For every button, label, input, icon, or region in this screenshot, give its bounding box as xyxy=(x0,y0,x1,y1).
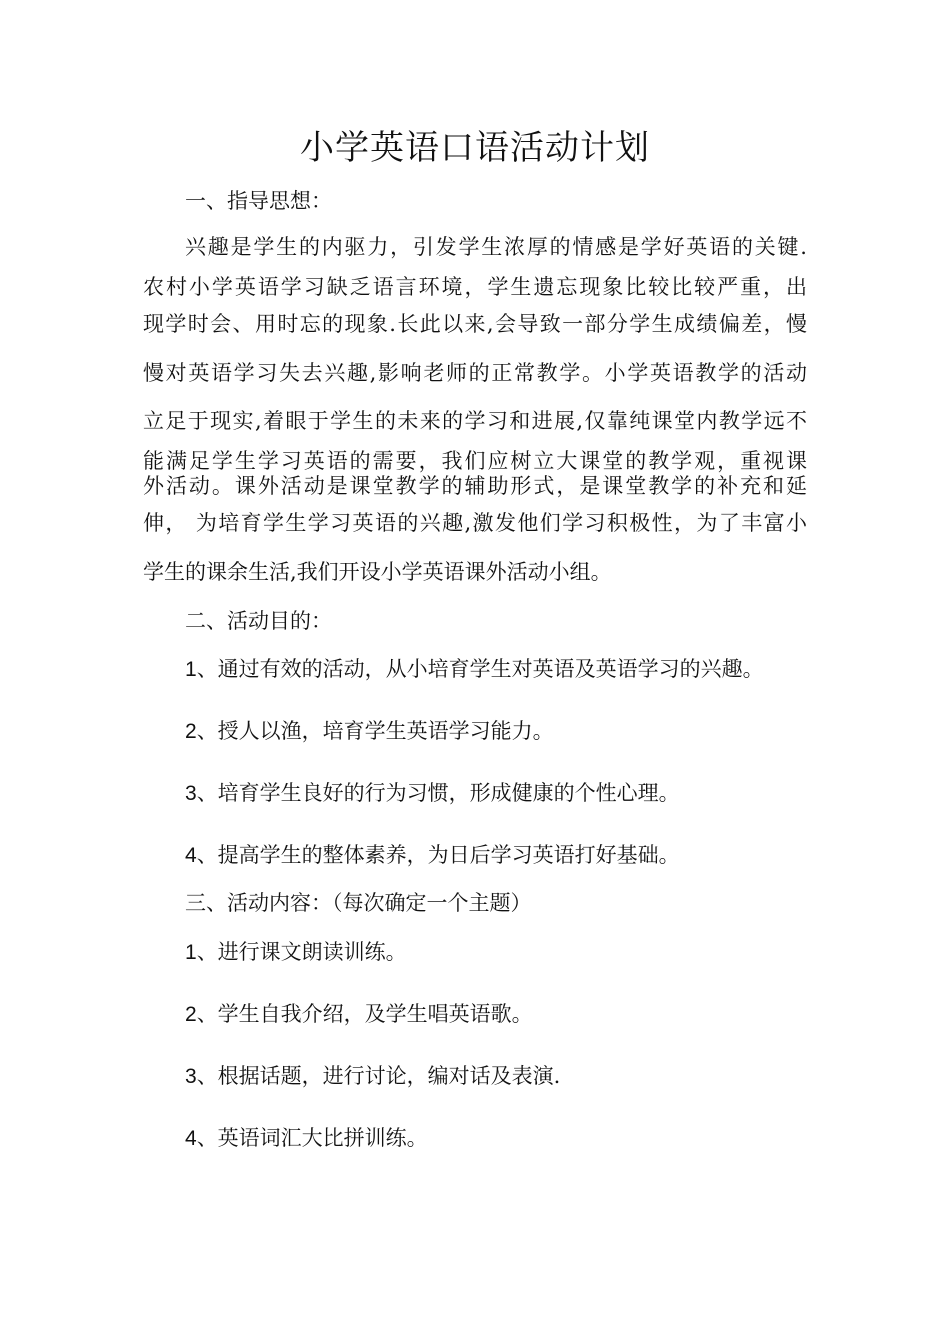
paragraph-line: 农村小学英语学习缺乏语言环境，学生遗忘现象比较比较严重，出 xyxy=(143,275,807,299)
list-item-number: 3 xyxy=(185,782,197,805)
paragraph-line: 学生的课余生活,我们开设小学英语课外活动小组。 xyxy=(143,560,612,584)
paragraph-line: 兴趣是学生的内驱力，引发学生浓厚的情感是学好英语的关键. xyxy=(185,235,807,259)
paragraph-line: 外活动。课外活动是课堂教学的辅助形式，是课堂教学的补充和延 xyxy=(143,474,807,498)
paragraph-line: 伸， 为培育学生学习英语的兴趣,激发他们学习积极性，为了丰富小 xyxy=(143,511,807,535)
list-item-number: 1 xyxy=(185,941,197,964)
paragraph-line: 现学时会、用时忘的现象.长此以来,会导致一部分学生成绩偏差，慢 xyxy=(143,312,807,336)
list-item xyxy=(185,937,407,968)
paragraph-line: 能满足学生学习英语的需要，我们应树立大课堂的教学观，重视课 xyxy=(143,449,807,473)
list-item-text: 、通过有效的活动，从小培育学生对英语及英语学习的兴趣。 xyxy=(196,657,764,681)
list-item xyxy=(185,716,554,747)
paragraph-line: 慢对英语学习失去兴趣,影响老师的正常教学。小学英语教学的活动 xyxy=(143,361,807,385)
list-item-text: 、根据话题，进行讨论，编对话及表演. xyxy=(196,1064,561,1088)
list-item-number: 4 xyxy=(185,1127,197,1150)
list-item xyxy=(185,840,680,871)
list-item-text: 、英语词汇大比拼训练。 xyxy=(196,1126,428,1150)
list-item xyxy=(185,1123,428,1154)
list-item-number: 2 xyxy=(185,1003,197,1026)
list-item-text: 、提高学生的整体素养，为日后学习英语打好基础。 xyxy=(196,843,680,867)
section-heading-activity-content: 三、活动内容：（每次确定一个主题） xyxy=(185,891,532,915)
list-item-text: 、学生自我介绍，及学生唱英语歌。 xyxy=(196,1002,533,1026)
list-item xyxy=(185,1061,560,1092)
section-heading-activity-goals: 二、活动目的： xyxy=(185,609,332,633)
list-item-number: 2 xyxy=(185,720,197,743)
list-item xyxy=(185,654,764,685)
list-item-text: 、培育学生良好的行为习惯，形成健康的个性心理。 xyxy=(196,781,680,805)
list-item-text: 、授人以渔，培育学生英语学习能力。 xyxy=(196,719,554,743)
paragraph-line: 立足于现实,着眼于学生的未来的学习和进展,仅靠纯课堂内教学远不 xyxy=(143,409,807,433)
list-item-number: 3 xyxy=(185,1065,197,1088)
list-item-text: 、进行课文朗读训练。 xyxy=(196,940,407,964)
document-title: 小学英语口语活动计划 xyxy=(300,128,650,168)
list-item xyxy=(185,778,680,809)
section-heading-guiding-thought: 一、指导思想： xyxy=(185,189,332,213)
list-item-number: 1 xyxy=(185,658,197,681)
list-item-number: 4 xyxy=(185,844,197,867)
list-item xyxy=(185,999,533,1030)
